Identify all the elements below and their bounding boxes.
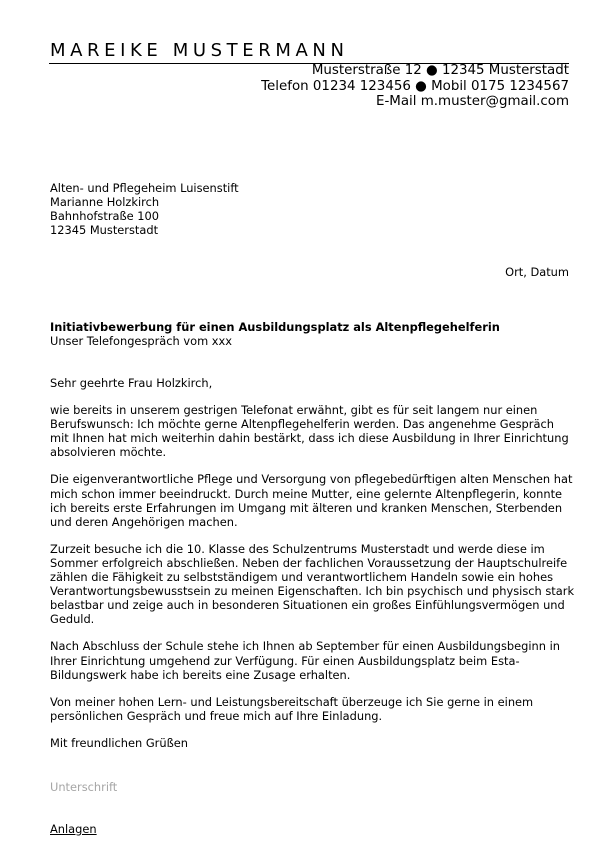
subject-block <box>50 320 500 348</box>
letter-body <box>50 376 575 763</box>
sender-phone: Telefon 01234 123456 ● Mobil 0175 1234567 <box>261 78 569 94</box>
recipient-organization: Alten- und Pflegeheim Luisenstift <box>50 181 239 195</box>
recipient-person: Marianne Holzkirch <box>50 195 160 209</box>
closing: Mit freundlichen Grüßen <box>50 735 188 750</box>
sender-email: E-Mail m.muster@gmail.com <box>376 94 569 109</box>
recipient-city: 12345 Musterstadt <box>50 223 159 237</box>
subject-title: Initiativbewerbung für einen Ausbildungsplatz als Altenpflegehelferin <box>50 320 500 334</box>
body-paragraph-4: Nach Abschluss der Schule stehe ich Ihnen ab September für einen Ausbildungsbeginn in Ihrer Einrichtung umgehend zur Verfügung. Für einen Ausbildungsplatz beim Esta-Bildungswerk habe ich bereits eine Zusage erhalten. <box>50 639 560 682</box>
signature-placeholder: Unterschrift <box>50 780 118 794</box>
body-paragraph-5: Von meiner hohen Lern- und Leistungsbereitschaft überzeuge ich Sie gerne in einem persönlichen Gespräch und freue mich auf Ihre Einladung. <box>50 694 534 723</box>
subject-reference: Unser Telefongespräch vom xxx <box>50 334 233 348</box>
recipient-address <box>50 181 239 237</box>
body-paragraph-2: Die eigenverantwortliche Pflege und Versorgung von pflegebedürftigen alten Menschen hat mich schon immer beeindruckt. Durch meine Mutter, eine gelernte Altenpflegerin, konnte ich bereits erste Erfahrungen im Umgang mit älteren und kranken Menschen, Sterbenden und deren Angehörigen machen. <box>50 472 573 529</box>
letter-date: Ort, Datum <box>505 265 569 279</box>
sender-address: Musterstraße 12 ● 12345 Musterstadt <box>311 63 569 78</box>
body-paragraph-3: Zurzeit besuche ich die 10. Klasse des Schulzentrums Musterstadt und werde diese im Sommer erfolgreich abschließen. Neben der fachlichen Voraussetzung der Hauptschulreife zählen die Fähigkeit zu selbstständigem und verantwortlichem Handeln sowie ein hohes Verantwortungsbewusstsein zu meinen Eigenschaften. Ich bin psychisch und physisch stark belastbar und zeige auch in besonderen Situationen ein großes Einfühlungsvermögen und Geduld. <box>50 541 575 627</box>
body-paragraph-1: wie bereits in unserem gestrigen Telefonat erwähnt, gibt es für seit langem nur einen Berufswunsch: Ich möchte gerne Altenpflegehelferin werden. Das angenehme Gespräch mit Ihnen hat mich weiterhin dahin bestärkt, dass ich diese Ausbildung in Ihrer Einrichtung absolvieren möchte. <box>50 403 569 460</box>
salutation: Sehr geehrte Frau Holzkirch, <box>50 376 213 390</box>
attachments-label: Anlagen <box>50 822 97 836</box>
recipient-street: Bahnhofstraße 100 <box>50 209 160 223</box>
sender-name: MAREIKE MUSTERMANN <box>50 40 349 61</box>
sender-contact <box>261 63 569 110</box>
